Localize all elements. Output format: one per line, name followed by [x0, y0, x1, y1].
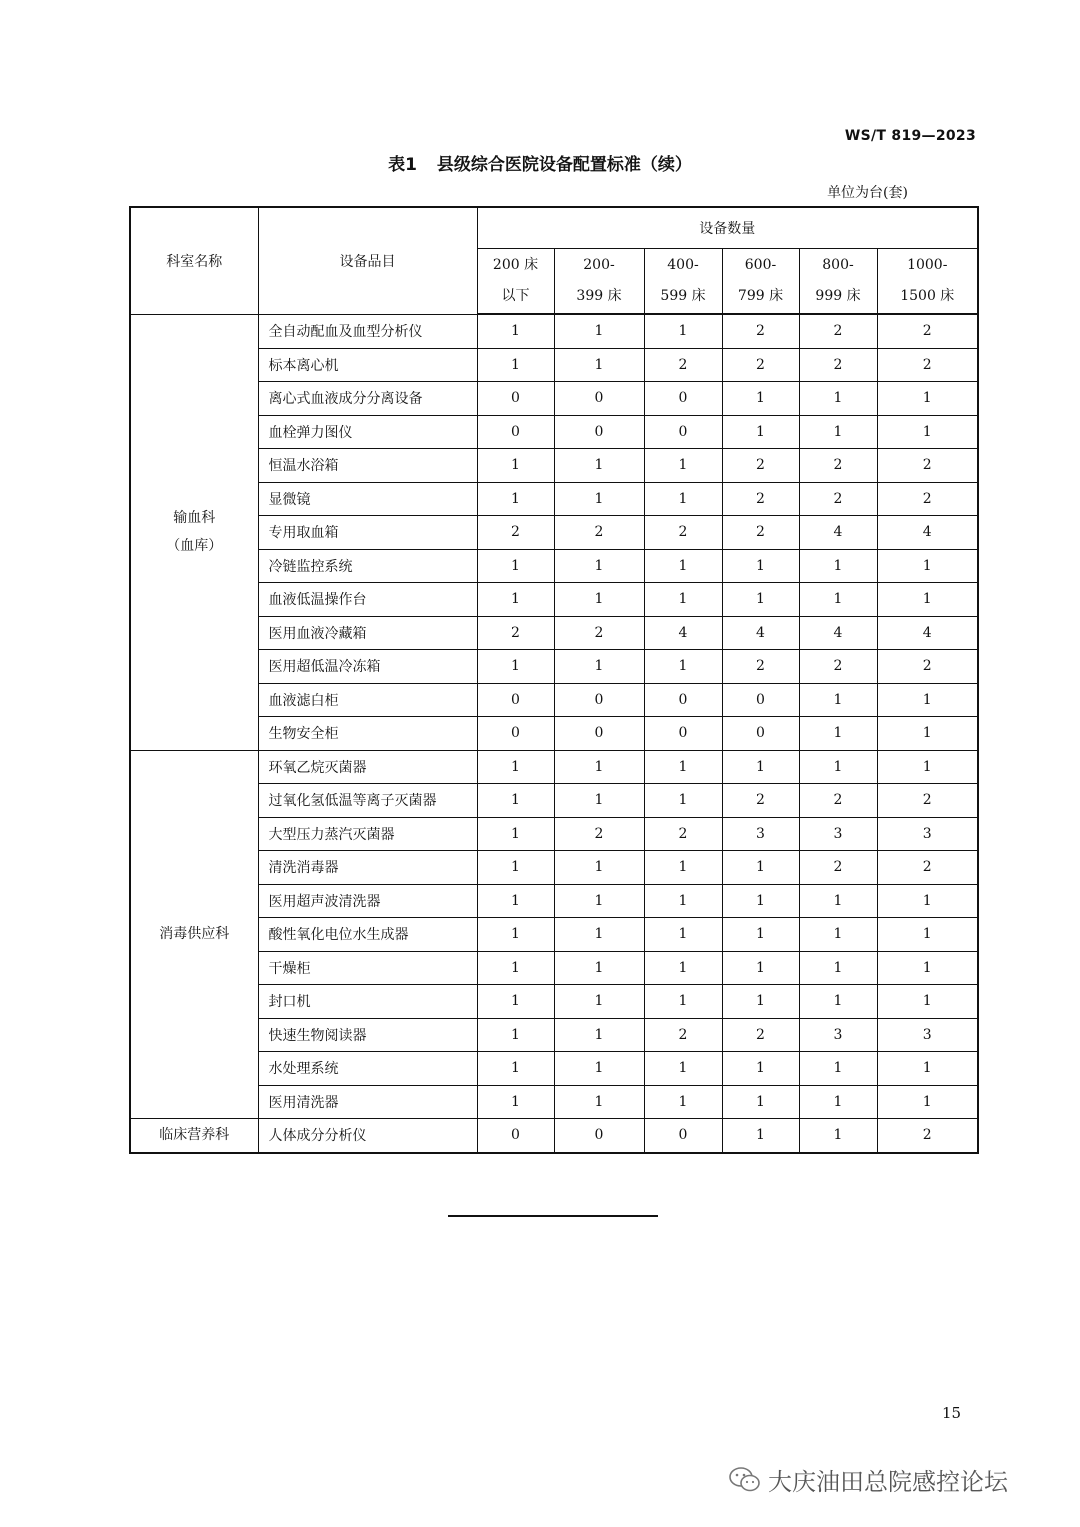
- page-number: 15: [942, 1404, 962, 1422]
- quantity-cell: 1: [722, 918, 799, 952]
- quantity-cell: 1: [877, 1085, 978, 1119]
- quantity-cell: 1: [644, 549, 722, 583]
- table-row: [130, 1119, 978, 1153]
- header-quantity-group: 设备数量: [477, 207, 978, 249]
- watermark: [728, 1462, 1008, 1497]
- quantity-cell: 1: [477, 482, 554, 516]
- quantity-cell: 1: [722, 951, 799, 985]
- header-bed-range: [722, 249, 799, 315]
- dept-cell: [130, 1119, 258, 1153]
- item-name-cell: 环氧乙烷灭菌器: [258, 750, 477, 784]
- item-name-cell: 专用取血箱: [258, 516, 477, 550]
- quantity-cell: 1: [877, 1052, 978, 1086]
- item-name-cell: 医用超声波清洗器: [258, 884, 477, 918]
- quantity-cell: 1: [477, 817, 554, 851]
- item-name-cell: 冷链监控系统: [258, 549, 477, 583]
- quantity-cell: 0: [722, 717, 799, 751]
- bed-range-line2: 599 床: [660, 288, 706, 304]
- quantity-cell: 1: [477, 784, 554, 818]
- quantity-cell: 1: [644, 918, 722, 952]
- table-row: [130, 918, 978, 952]
- table-row: [130, 549, 978, 583]
- table-row: [130, 348, 978, 382]
- quantity-cell: 1: [799, 683, 877, 717]
- bed-range-line2: 799 床: [737, 288, 784, 304]
- quantity-cell: 1: [722, 851, 799, 885]
- standard-code: WS/T 819—2023: [844, 128, 976, 144]
- quantity-cell: 1: [554, 314, 644, 348]
- quantity-cell: 2: [722, 314, 799, 348]
- quantity-cell: 2: [799, 314, 877, 348]
- quantity-cell: 1: [722, 884, 799, 918]
- bed-range-line2: 1500 床: [900, 288, 955, 304]
- quantity-cell: 2: [877, 650, 978, 684]
- bed-range-line2: 以下: [501, 288, 530, 304]
- quantity-cell: 0: [644, 1119, 722, 1153]
- quantity-cell: 1: [477, 884, 554, 918]
- item-name-cell: 恒温水浴箱: [258, 449, 477, 483]
- quantity-cell: 1: [554, 884, 644, 918]
- equipment-table: [129, 206, 979, 1154]
- table-row: [130, 415, 978, 449]
- quantity-cell: 1: [554, 348, 644, 382]
- quantity-cell: 1: [799, 1052, 877, 1086]
- table-row: [130, 616, 978, 650]
- table-row: [130, 851, 978, 885]
- quantity-cell: 2: [722, 482, 799, 516]
- quantity-cell: 1: [722, 1052, 799, 1086]
- quantity-cell: 1: [722, 750, 799, 784]
- quantity-cell: 1: [477, 549, 554, 583]
- quantity-cell: 2: [722, 348, 799, 382]
- quantity-cell: 2: [877, 851, 978, 885]
- quantity-cell: 1: [877, 918, 978, 952]
- quantity-cell: 1: [477, 1052, 554, 1086]
- quantity-cell: 1: [877, 985, 978, 1019]
- header-bed-range: [644, 249, 722, 315]
- quantity-cell: 2: [554, 616, 644, 650]
- table-row: [130, 1018, 978, 1052]
- quantity-cell: 0: [477, 683, 554, 717]
- quantity-cell: 4: [877, 516, 978, 550]
- quantity-cell: 2: [722, 784, 799, 818]
- quantity-cell: 1: [644, 482, 722, 516]
- quantity-cell: 0: [477, 1119, 554, 1153]
- item-name-cell: 大型压力蒸汽灭菌器: [258, 817, 477, 851]
- quantity-cell: 0: [477, 717, 554, 751]
- quantity-cell: 1: [799, 985, 877, 1019]
- quantity-cell: 1: [644, 951, 722, 985]
- table-row: [130, 884, 978, 918]
- quantity-cell: 2: [722, 449, 799, 483]
- dept-cell: [130, 314, 258, 750]
- quantity-cell: 1: [877, 549, 978, 583]
- table-row: [130, 985, 978, 1019]
- item-name-cell: 全自动配血及血型分析仪: [258, 314, 477, 348]
- quantity-cell: 1: [722, 985, 799, 1019]
- table-title: [0, 150, 1080, 175]
- quantity-cell: 0: [644, 415, 722, 449]
- table-row: [130, 750, 978, 784]
- quantity-cell: 2: [799, 482, 877, 516]
- header-dept: 科室名称: [130, 207, 258, 314]
- table-row: [130, 683, 978, 717]
- dept-name: 输血科: [173, 510, 216, 526]
- quantity-cell: 1: [477, 750, 554, 784]
- quantity-cell: 1: [877, 415, 978, 449]
- quantity-cell: 1: [799, 918, 877, 952]
- quantity-cell: 3: [799, 1018, 877, 1052]
- quantity-cell: 1: [877, 683, 978, 717]
- quantity-cell: 1: [722, 415, 799, 449]
- quantity-cell: 1: [554, 583, 644, 617]
- quantity-cell: 4: [877, 616, 978, 650]
- quantity-cell: 4: [722, 616, 799, 650]
- quantity-cell: 3: [722, 817, 799, 851]
- quantity-cell: 1: [554, 1018, 644, 1052]
- quantity-cell: 0: [477, 415, 554, 449]
- dept-name: 消毒供应科: [159, 926, 230, 943]
- bed-range-line1: 1000-: [907, 257, 948, 273]
- quantity-cell: 1: [554, 1052, 644, 1086]
- header-bed-range: [554, 249, 644, 315]
- quantity-cell: 0: [644, 683, 722, 717]
- quantity-cell: 1: [877, 382, 978, 416]
- quantity-cell: 1: [554, 784, 644, 818]
- quantity-cell: 2: [799, 449, 877, 483]
- quantity-cell: 1: [799, 750, 877, 784]
- table-row: [130, 650, 978, 684]
- table-row: [130, 1052, 978, 1086]
- quantity-cell: 0: [644, 382, 722, 416]
- quantity-cell: 1: [644, 1052, 722, 1086]
- quantity-cell: 1: [477, 951, 554, 985]
- quantity-cell: 4: [799, 516, 877, 550]
- quantity-cell: 2: [644, 817, 722, 851]
- quantity-cell: 3: [877, 817, 978, 851]
- quantity-cell: 1: [477, 449, 554, 483]
- item-name-cell: 血液低温操作台: [258, 583, 477, 617]
- table-row: [130, 314, 978, 348]
- quantity-cell: 2: [799, 348, 877, 382]
- end-divider: [448, 1215, 658, 1217]
- watermark-text: 大庆油田总院感控论坛: [768, 1468, 1008, 1496]
- quantity-cell: 0: [554, 1119, 644, 1153]
- bed-range-line2: 399 床: [576, 288, 622, 304]
- table-row: [130, 516, 978, 550]
- quantity-cell: 1: [799, 884, 877, 918]
- quantity-cell: 1: [877, 750, 978, 784]
- quantity-cell: 2: [477, 616, 554, 650]
- item-name-cell: 生物安全柜: [258, 717, 477, 751]
- quantity-cell: 2: [877, 314, 978, 348]
- quantity-cell: 2: [644, 348, 722, 382]
- table-row: [130, 583, 978, 617]
- dept-subname: （血库）: [166, 538, 223, 554]
- quantity-cell: 1: [554, 951, 644, 985]
- quantity-cell: 1: [644, 583, 722, 617]
- quantity-cell: 2: [877, 449, 978, 483]
- table-row: [130, 717, 978, 751]
- quantity-cell: 1: [477, 583, 554, 617]
- bed-range-line1: 400-: [667, 257, 699, 273]
- quantity-cell: 2: [722, 1018, 799, 1052]
- quantity-cell: 1: [477, 1085, 554, 1119]
- quantity-cell: 2: [799, 851, 877, 885]
- item-name-cell: 清洗消毒器: [258, 851, 477, 885]
- quantity-cell: 1: [554, 1085, 644, 1119]
- item-name-cell: 医用血液冷藏箱: [258, 616, 477, 650]
- quantity-cell: 2: [877, 1119, 978, 1153]
- quantity-cell: 1: [799, 415, 877, 449]
- quantity-cell: 1: [722, 549, 799, 583]
- item-name-cell: 显微镜: [258, 482, 477, 516]
- quantity-cell: 1: [877, 583, 978, 617]
- quantity-cell: 0: [722, 683, 799, 717]
- quantity-cell: 2: [554, 817, 644, 851]
- quantity-cell: 2: [554, 516, 644, 550]
- bed-range-line2: 999 床: [815, 288, 861, 304]
- item-name-cell: 快速生物阅读器: [258, 1018, 477, 1052]
- unit-note: 单位为台(套): [827, 185, 908, 201]
- quantity-cell: 1: [554, 482, 644, 516]
- table-number: 表1: [388, 155, 417, 175]
- quantity-cell: 0: [644, 717, 722, 751]
- quantity-cell: 1: [644, 1085, 722, 1119]
- quantity-cell: 1: [877, 717, 978, 751]
- quantity-cell: 1: [644, 650, 722, 684]
- quantity-cell: 0: [554, 717, 644, 751]
- item-name-cell: 医用清洗器: [258, 1085, 477, 1119]
- quantity-cell: 3: [799, 817, 877, 851]
- quantity-cell: 1: [554, 650, 644, 684]
- bed-range-line1: 200-: [583, 257, 615, 273]
- dept-name: 临床营养科: [159, 1127, 230, 1144]
- quantity-cell: 1: [554, 851, 644, 885]
- item-name-cell: 标本离心机: [258, 348, 477, 382]
- quantity-cell: 0: [554, 683, 644, 717]
- table-row: [130, 1085, 978, 1119]
- quantity-cell: 1: [644, 884, 722, 918]
- quantity-cell: 2: [644, 1018, 722, 1052]
- quantity-cell: 1: [722, 1119, 799, 1153]
- quantity-cell: 2: [877, 348, 978, 382]
- quantity-cell: 1: [477, 985, 554, 1019]
- quantity-cell: 1: [877, 951, 978, 985]
- item-name-cell: 水处理系统: [258, 1052, 477, 1086]
- item-name-cell: 血栓弹力图仪: [258, 415, 477, 449]
- item-name-cell: 酸性氧化电位水生成器: [258, 918, 477, 952]
- quantity-cell: 1: [799, 583, 877, 617]
- table-title-text: 县级综合医院设备配置标准（续）: [436, 155, 692, 175]
- quantity-cell: 1: [554, 549, 644, 583]
- header-bed-range: [477, 249, 554, 315]
- item-name-cell: 干燥柜: [258, 951, 477, 985]
- quantity-cell: 1: [477, 348, 554, 382]
- header-bed-range: [877, 249, 978, 315]
- quantity-cell: 1: [477, 918, 554, 952]
- quantity-cell: 1: [477, 851, 554, 885]
- quantity-cell: 1: [644, 851, 722, 885]
- header-item: 设备品目: [258, 207, 477, 314]
- quantity-cell: 2: [644, 516, 722, 550]
- quantity-cell: 2: [722, 650, 799, 684]
- table-row: [130, 951, 978, 985]
- quantity-cell: 2: [877, 784, 978, 818]
- quantity-cell: 2: [877, 482, 978, 516]
- quantity-cell: 1: [554, 918, 644, 952]
- table-row: [130, 382, 978, 416]
- bed-range-line1: 800-: [822, 257, 854, 273]
- dept-cell: [130, 750, 258, 1119]
- quantity-cell: 0: [477, 382, 554, 416]
- quantity-cell: 1: [799, 382, 877, 416]
- bed-range-line1: 600-: [744, 257, 777, 273]
- quantity-cell: 1: [644, 784, 722, 818]
- quantity-cell: 1: [799, 1119, 877, 1153]
- quantity-cell: 1: [722, 583, 799, 617]
- quantity-cell: 1: [877, 884, 978, 918]
- quantity-cell: 0: [554, 382, 644, 416]
- item-name-cell: 过氧化氢低温等离子灭菌器: [258, 784, 477, 818]
- quantity-cell: 1: [477, 314, 554, 348]
- quantity-cell: 4: [799, 616, 877, 650]
- quantity-cell: 0: [554, 415, 644, 449]
- quantity-cell: 2: [722, 516, 799, 550]
- quantity-cell: 1: [554, 985, 644, 1019]
- item-name-cell: 医用超低温冷冻箱: [258, 650, 477, 684]
- quantity-cell: 4: [644, 616, 722, 650]
- table-row: [130, 482, 978, 516]
- quantity-cell: 2: [799, 784, 877, 818]
- item-name-cell: 封口机: [258, 985, 477, 1019]
- quantity-cell: 1: [799, 1085, 877, 1119]
- table-row: [130, 784, 978, 818]
- quantity-cell: 1: [554, 449, 644, 483]
- item-name-cell: 人体成分分析仪: [258, 1119, 477, 1153]
- quantity-cell: 1: [554, 750, 644, 784]
- table-row: [130, 449, 978, 483]
- wechat-icon: [728, 1465, 762, 1495]
- item-name-cell: 血液滤白柜: [258, 683, 477, 717]
- quantity-cell: 2: [799, 650, 877, 684]
- header-bed-range: [799, 249, 877, 315]
- quantity-cell: 1: [477, 1018, 554, 1052]
- quantity-cell: 1: [644, 750, 722, 784]
- quantity-cell: 1: [477, 650, 554, 684]
- quantity-cell: 1: [722, 1085, 799, 1119]
- bed-range-line1: 200 床: [492, 257, 539, 273]
- quantity-cell: 1: [799, 549, 877, 583]
- quantity-cell: 3: [877, 1018, 978, 1052]
- item-name-cell: 离心式血液成分分离设备: [258, 382, 477, 416]
- table-row: [130, 817, 978, 851]
- quantity-cell: 1: [644, 985, 722, 1019]
- quantity-cell: 1: [799, 951, 877, 985]
- quantity-cell: 1: [722, 382, 799, 416]
- quantity-cell: 2: [477, 516, 554, 550]
- quantity-cell: 1: [644, 314, 722, 348]
- quantity-cell: 1: [644, 449, 722, 483]
- quantity-cell: 1: [799, 717, 877, 751]
